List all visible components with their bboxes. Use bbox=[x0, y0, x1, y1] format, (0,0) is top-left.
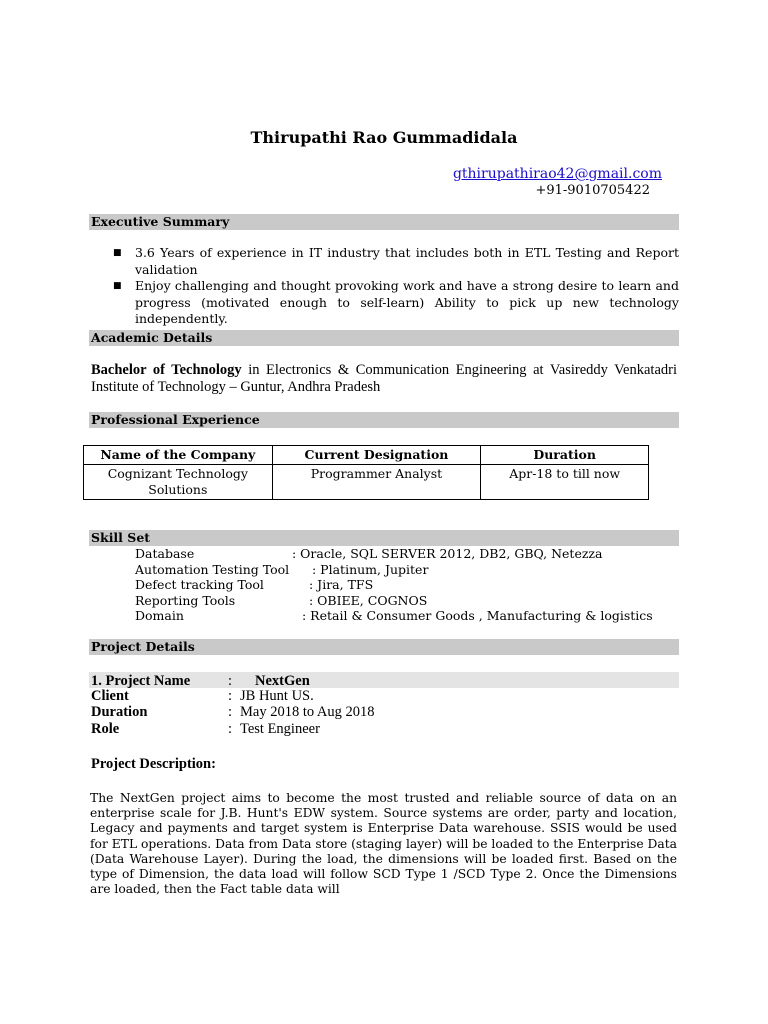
square-bullet-icon: ■ bbox=[113, 248, 122, 258]
degree-detail: in Electronics & Communication Engineering at Vasireddy Venkatadri Institute of Technology – Guntur, Andhra Pradesh bbox=[91, 362, 677, 395]
skill-value: : Platinum, Jupiter bbox=[312, 562, 429, 577]
section-professional-experience: Professional Experience bbox=[89, 412, 679, 428]
project-field-label: Client bbox=[91, 688, 129, 704]
candidate-name: Thirupathi Rao Gummadidala bbox=[250, 128, 518, 147]
column-header: Name of the Company bbox=[84, 446, 273, 465]
project-field-value: May 2018 to Aug 2018 bbox=[240, 704, 375, 720]
phone-number: +91-9010705422 bbox=[535, 183, 650, 198]
experience-table bbox=[83, 445, 649, 500]
project-field-label: 1. Project Name bbox=[91, 673, 191, 689]
project-field-label: Duration bbox=[91, 704, 148, 720]
email-link[interactable]: gthirupathirao42@gmail.com bbox=[452, 166, 662, 182]
section-project-details: Project Details bbox=[89, 639, 679, 655]
designation-cell: Programmer Analyst bbox=[272, 465, 481, 500]
project-description: The NextGen project aims to become the most trusted and reliable source of data on an enterprise scale for J.B. Hunt's EDW system. Source systems are order, party and location, Legacy and payments and target system is Enterprise Data warehouse. SSIS would be used for ETL operations. Data from Data store (staging layer) will be loaded to the Enterprise Data (Data Warehouse Layer). During the load, the dimensions will be loaded first. Based on the type of Dimension, the data load will follow SCD Type 1 /SCD Type 2. Once the Dimensions are loaded, then the Fact table data will bbox=[90, 791, 677, 897]
skill-label: Reporting Tools bbox=[135, 593, 236, 608]
skill-value: : Oracle, SQL SERVER 2012, DB2, GBQ, Netezza bbox=[292, 546, 603, 561]
project-field-value: NextGen bbox=[255, 673, 310, 689]
list-item bbox=[113, 278, 679, 328]
skill-value: : Jira, TFS bbox=[309, 577, 374, 592]
column-header: Current Designation bbox=[272, 446, 481, 465]
field-colon: : bbox=[228, 673, 233, 689]
project-field-value: Test Engineer bbox=[240, 721, 320, 737]
degree-name: Bachelor of Technology bbox=[91, 362, 242, 378]
field-colon: : bbox=[228, 721, 233, 737]
skill-value: : OBIEE, COGNOS bbox=[309, 593, 428, 608]
summary-text: 3.6 Years of experience in IT industry that includes both in ETL Testing and Report validation bbox=[135, 245, 679, 277]
skill-label: Automation Testing Tool bbox=[135, 562, 290, 577]
section-skill-set: Skill Set bbox=[89, 530, 679, 546]
project-description-heading: Project Description: bbox=[91, 756, 216, 772]
section-academic-details: Academic Details bbox=[89, 330, 679, 346]
column-header: Duration bbox=[481, 446, 649, 465]
square-bullet-icon: ■ bbox=[113, 281, 122, 291]
project-field-label: Role bbox=[91, 721, 120, 737]
company-cell: Cognizant Technology Solutions bbox=[84, 465, 273, 500]
executive-summary-list bbox=[113, 245, 679, 328]
section-executive-summary: Executive Summary bbox=[89, 214, 679, 230]
skill-label: Database bbox=[135, 546, 195, 561]
field-colon: : bbox=[228, 688, 233, 704]
duration-cell: Apr-18 to till now bbox=[481, 465, 649, 500]
field-colon: : bbox=[228, 704, 233, 720]
skill-label: Domain bbox=[135, 608, 184, 623]
summary-text: Enjoy challenging and thought provoking work and have a strong desire to learn and progress (motivated enough to self-learn) Ability to pick up new technology independently. bbox=[135, 278, 679, 326]
list-item bbox=[113, 245, 679, 278]
academic-entry bbox=[91, 362, 677, 395]
project-field-value: JB Hunt US. bbox=[240, 688, 314, 704]
skill-label: Defect tracking Tool bbox=[135, 577, 264, 592]
skill-value: : Retail & Consumer Goods , Manufacturing & logistics bbox=[302, 608, 653, 623]
table-header-row bbox=[84, 446, 649, 465]
table-row bbox=[84, 465, 649, 500]
